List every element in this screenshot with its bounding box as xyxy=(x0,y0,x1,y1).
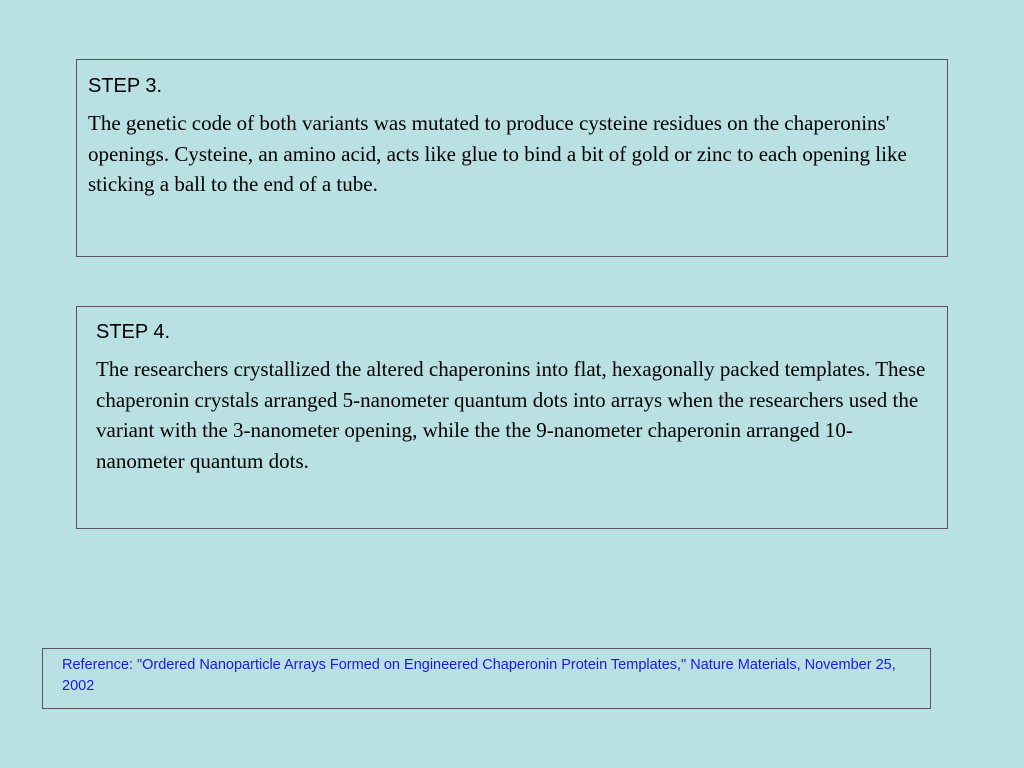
reference-textbox xyxy=(42,648,931,709)
step4-heading: STEP 4. xyxy=(96,321,171,343)
step4-paragraph: The researchers crystallized the altered chaperonins into flat, hexagonally packed templates. These chaperonin crystals arranged 5-nanometer quantum dots into arrays when the researchers used the variant with the 3-nanometer opening, while the the 9-nanometer chaperonin arranged 10-nanometer quantum dots. xyxy=(96,357,926,473)
step3-textbox xyxy=(76,59,948,257)
reference-text: Reference: "Ordered Nanoparticle Arrays Formed on Engineered Chaperonin Protein Templates," Nature Materials, November 25, 2002 xyxy=(62,657,896,694)
step4-textbox xyxy=(76,306,948,529)
step3-paragraph: The genetic code of both variants was mutated to produce cysteine residues on the chaperonins' openings. Cysteine, an amino acid, acts like glue to bind a bit of gold or zinc to each opening like sticking a ball to the end of a tube. xyxy=(88,111,907,196)
step3-heading: STEP 3. xyxy=(88,75,163,97)
